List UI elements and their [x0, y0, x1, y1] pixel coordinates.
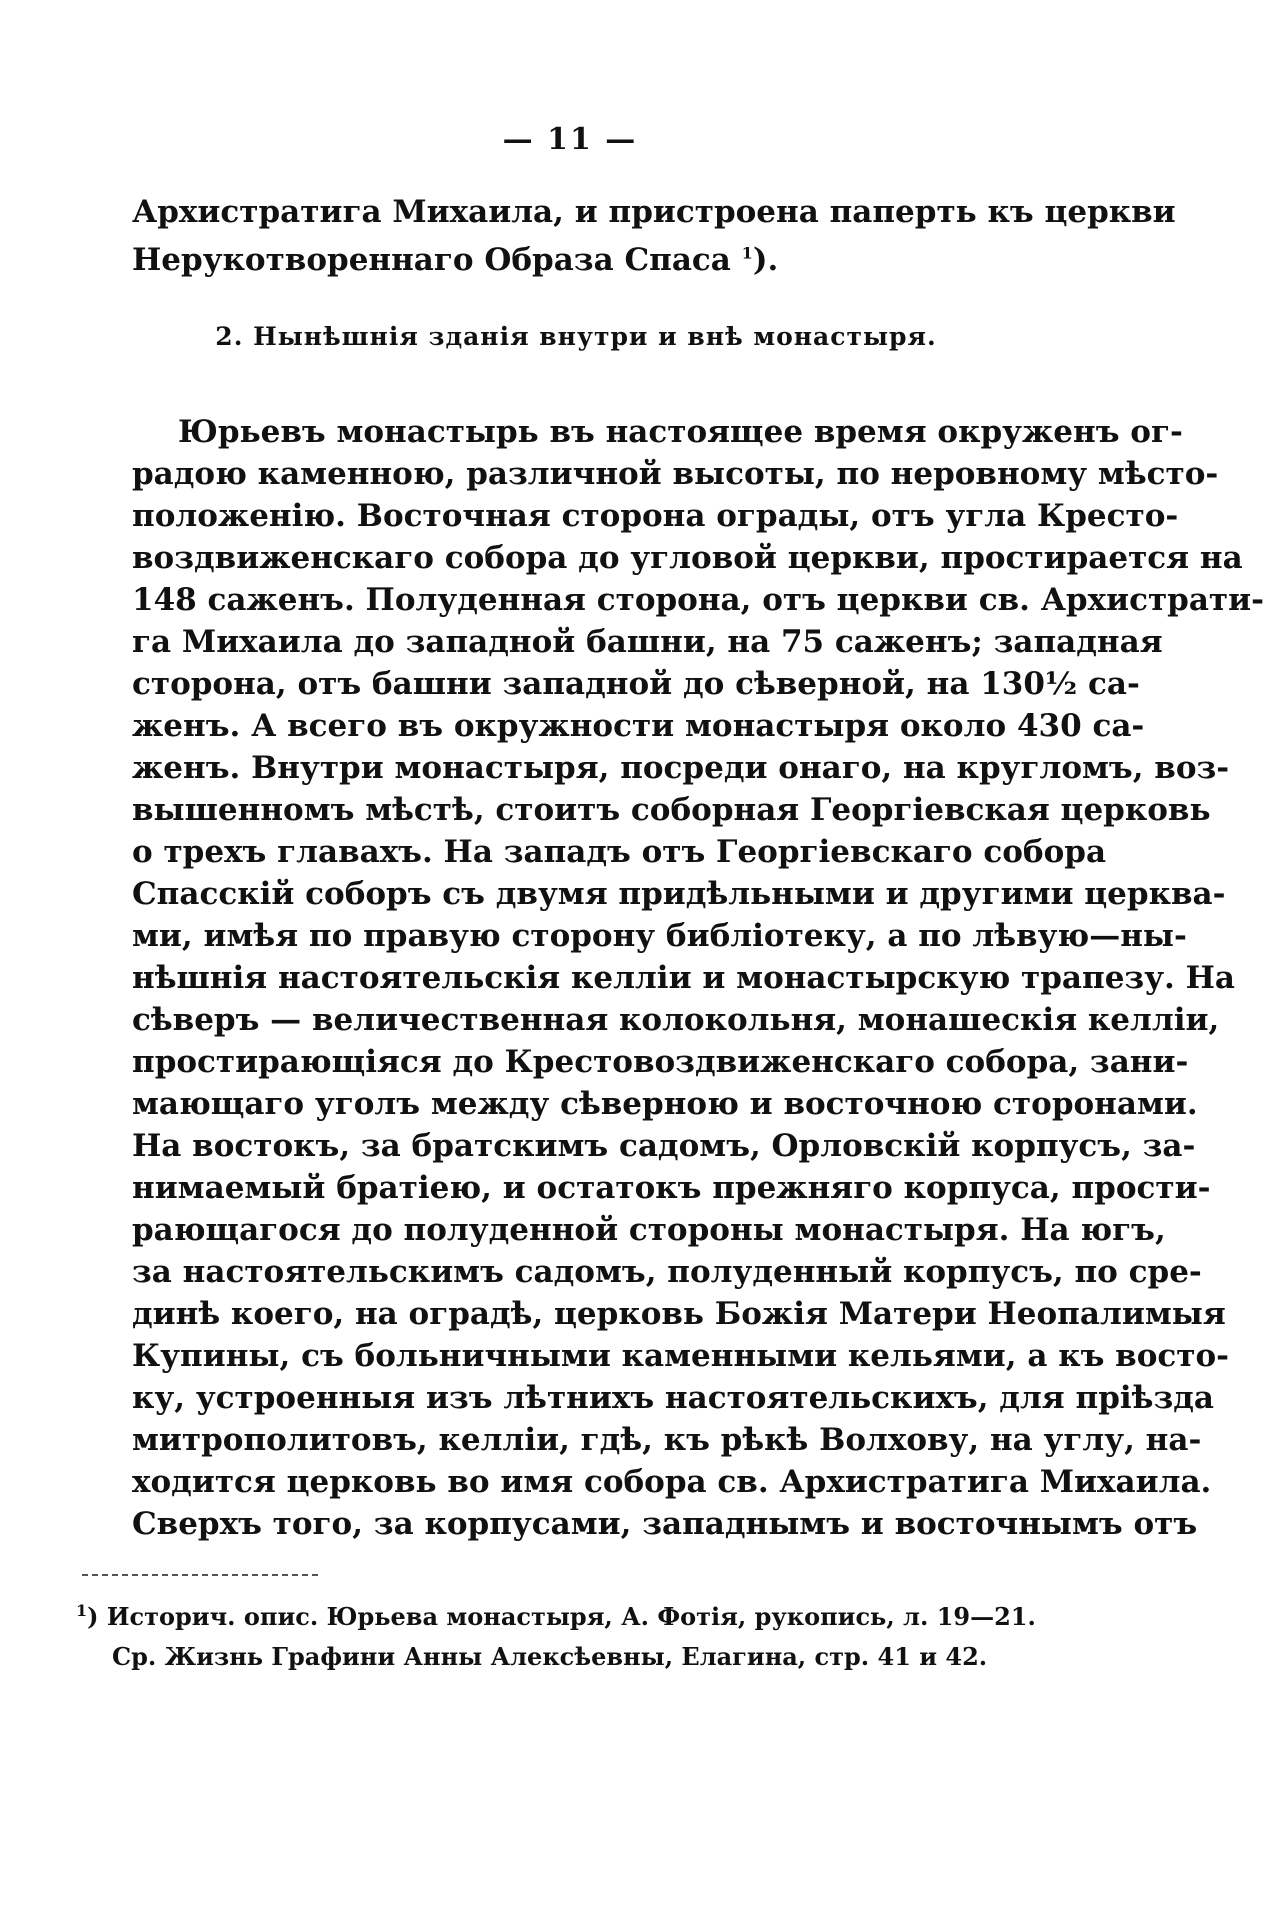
paragraph-line: Юрьевъ монастырь въ настоящее время окруженъ ог-: [178, 414, 1183, 450]
footnote-line: Ср. Жизнь Графини Анны Алексѣевны, Елагина, стр. 41 и 42.: [112, 1642, 988, 1671]
intro-line: Архистратига Михаила, и пристроена паперть къ церкви: [132, 194, 1176, 230]
paragraph-line: женъ. Внутри монастыря, посреди онаго, на кругломъ, воз-: [132, 750, 1230, 786]
paragraph-line: На востокъ, за братскимъ садомъ, Орловскій корпусъ, за-: [132, 1128, 1196, 1164]
paragraph-line: Купины, съ больничными каменными кельями, а къ восто-: [132, 1338, 1230, 1374]
paragraph-line: ку, устроенныя изъ лѣтнихъ настоятельскихъ, для пріѣзда: [132, 1380, 1214, 1416]
footnote-text: ) Историч. опис. Юрьева монастыря, А. Фотія, рукопись, л. 19—21.: [87, 1602, 1036, 1631]
paragraph-line: за настоятельскимъ садомъ, полуденный корпусъ, по сре-: [132, 1254, 1202, 1290]
intro-line: [132, 240, 998, 280]
paragraph-line: митрополитовъ, келліи, гдѣ, къ рѣкѣ Волхову, на углу, на-: [132, 1422, 1202, 1458]
footnote-divider: [82, 1574, 318, 1576]
paragraph-line: женъ. А всего въ окружности монастыря около 430 са-: [132, 708, 1145, 744]
footnote-mark: 1: [76, 1601, 88, 1620]
footnote-ref: $^1$).: [741, 242, 779, 278]
intro-line-text: Нерукотвореннаго Образа Спаса: [132, 242, 731, 278]
paragraph-line: га Михаила до западной башни, на 75 саженъ; западная: [132, 624, 1163, 660]
paragraph-line: воздвиженскаго собора до угловой церкви, простирается на: [132, 540, 1243, 576]
paragraph-line: Спасскій соборъ съ двумя придѣльными и другими церква-: [132, 876, 1226, 912]
paragraph-line: о трехъ главахъ. На западъ отъ Георгіевскаго собора: [132, 834, 1107, 870]
paragraph-line: мающаго уголъ между сѣверною и восточною сторонами.: [132, 1086, 1198, 1122]
paragraph-line: положенію. Восточная сторона ограды, отъ угла Кресто-: [132, 498, 1179, 534]
paragraph-line: сторона, отъ башни западной до сѣверной, на 130½ са-: [132, 666, 1140, 702]
paragraph-line: нимаемый братіею, и остатокъ прежняго корпуса, прости-: [132, 1170, 1211, 1206]
paragraph-line: рающагося до полуденной стороны монастыря. На югъ,: [132, 1212, 1166, 1248]
paragraph-line: динѣ коего, на оградѣ, церковь Божія Матери Неопалимыя: [132, 1296, 1226, 1332]
footnote-line: [76, 1600, 1036, 1634]
paragraph-line: ми, имѣя по правую сторону библіотеку, а по лѣвую—ны-: [132, 918, 1187, 954]
paragraph-line: нѣшнія настоятельскія келліи и монастырскую трапезу. На: [132, 960, 1236, 996]
paragraph-line: ходится церковь во имя собора св. Архистратига Михаила.: [132, 1464, 1212, 1500]
section-heading: 2. Нынѣшнія зданія внутри и внѣ монастыря.: [215, 322, 937, 351]
paragraph-line: Сверхъ того, за корпусами, западнымъ и восточнымъ отъ: [132, 1506, 1198, 1542]
paragraph-line: радою каменною, различной высоты, по неровному мѣсто-: [132, 456, 1219, 492]
paragraph-line: простирающіяся до Крестовоздвиженскаго собора, зани-: [132, 1044, 1189, 1080]
paragraph-line: 148 саженъ. Полуденная сторона, отъ церкви св. Архистрати-: [132, 582, 1264, 618]
paragraph-line: сѣверъ — величественная колокольня, монашескія келліи,: [132, 1002, 1220, 1038]
paragraph-line: вышенномъ мѣстѣ, стоитъ соборная Георгіевская церковь: [132, 792, 1211, 828]
page-number: — 11 —: [502, 122, 638, 157]
